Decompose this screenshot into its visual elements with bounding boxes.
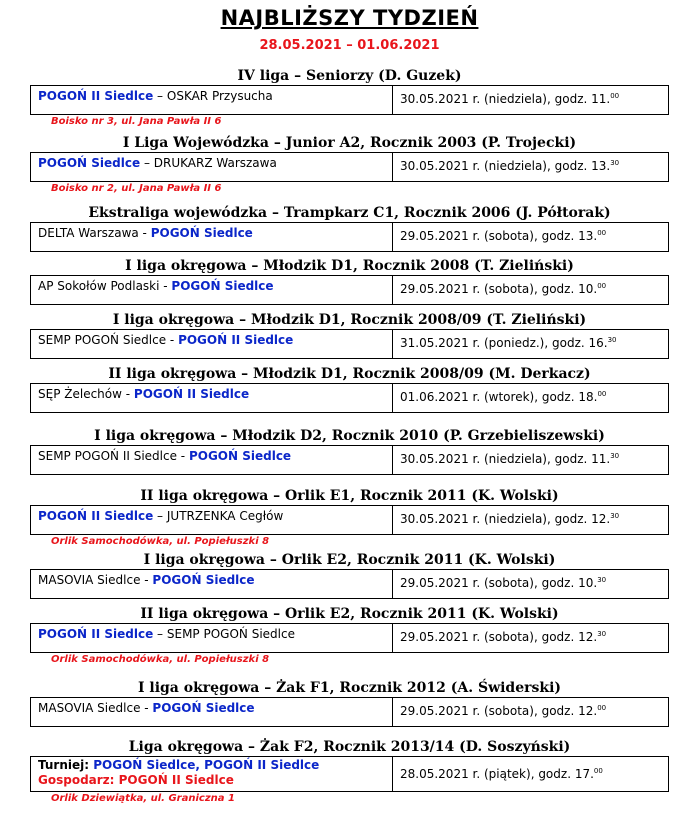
league-header: Liga okręgowa – Żak F2, Rocznik 2013/14 (D. Soszyński) xyxy=(128,739,571,755)
match-row xyxy=(30,152,669,182)
league-header: Ekstraliga wojewódzka – Trampkarz C1, Rocznik 2006 (J. Półtorak) xyxy=(88,205,611,221)
match-date: 30.05.2021 r. (niedziela), godz. 11. xyxy=(400,452,611,466)
team-a: DELTA Warszawa xyxy=(38,226,139,240)
datetime-cell xyxy=(393,698,668,726)
league-header: I liga okręgowa – Młodzik D1, Rocznik 2008/09 (T. Zieliński) xyxy=(112,312,587,328)
teams-cell xyxy=(31,446,393,474)
turniej-teams: POGOŃ Siedlce, POGOŃ II Siedlce xyxy=(93,758,320,772)
host-team: POGOŃ II Siedlce xyxy=(118,773,234,787)
team-a: MASOVIA Siedlce xyxy=(38,573,141,587)
match-row xyxy=(30,756,669,792)
match-row xyxy=(30,329,669,359)
teams-cell xyxy=(31,330,393,358)
match-date: 28.05.2021 r. (piątek), godz. 17. xyxy=(400,767,594,781)
match-date: 29.05.2021 r. (sobota), godz. 10. xyxy=(400,576,598,590)
venue-note: Boisko nr 3, ul. Jana Pawła II 6 xyxy=(51,116,222,127)
match-date: 30.05.2021 r. (niedziela), godz. 13. xyxy=(400,159,611,173)
match-block xyxy=(30,204,669,252)
match-block xyxy=(30,487,669,548)
datetime-cell xyxy=(393,153,668,181)
team-separator: – xyxy=(153,509,167,523)
host-label: Gospodarz: xyxy=(38,773,119,787)
match-minutes: 30 xyxy=(607,336,617,344)
team-a: SEMP POGOŃ Siedlce xyxy=(38,333,167,347)
match-minutes: 30 xyxy=(610,452,620,460)
match-date: 29.05.2021 r. (sobota), godz. 10. xyxy=(400,282,598,296)
team-separator: - xyxy=(138,226,151,240)
team-a: MASOVIA Siedlce xyxy=(38,701,141,715)
team-b: SEMP POGOŃ Siedlce xyxy=(166,627,295,641)
datetime-cell xyxy=(393,223,668,251)
league-header: II liga okręgowa – Orlik E2, Rocznik 2011 (K. Wolski) xyxy=(140,606,559,622)
teams-cell xyxy=(31,153,393,181)
datetime-cell xyxy=(393,384,668,412)
league-header: II liga okręgowa – Młodzik D1, Rocznik 2008/09 (M. Derkacz) xyxy=(108,366,591,382)
league-header: I liga okręgowa – Młodzik D2, Rocznik 2010 (P. Grzebieliszewski) xyxy=(94,428,605,444)
venue-note: Orlik Samochodówka, ul. Popiełuszki 8 xyxy=(51,654,270,665)
team-b: POGOŃ Siedlce xyxy=(188,449,292,463)
team-a: POGOŃ II Siedlce xyxy=(38,509,154,523)
match-row xyxy=(30,445,669,475)
match-date: 30.05.2021 r. (niedziela), godz. 11. xyxy=(400,92,611,106)
match-row xyxy=(30,623,669,653)
team-separator: - xyxy=(121,387,134,401)
match-minutes: 30 xyxy=(597,630,607,638)
league-header: I Liga Wojewódzka – Junior A2, Rocznik 2003 (P. Trojecki) xyxy=(122,135,577,151)
match-row xyxy=(30,383,669,413)
match-minutes: 00 xyxy=(597,390,607,398)
match-date: 30.05.2021 r. (niedziela), godz. 12. xyxy=(400,512,611,526)
date-range: 28.05.2021 – 01.06.2021 xyxy=(259,38,440,53)
teams-cell xyxy=(31,506,393,534)
team-separator: - xyxy=(140,573,153,587)
team-separator: – xyxy=(153,627,167,641)
match-block xyxy=(30,67,669,128)
team-separator: – xyxy=(153,89,167,103)
team-separator: - xyxy=(140,701,153,715)
match-block xyxy=(30,257,669,305)
match-row xyxy=(30,222,669,252)
team-a: AP Sokołów Podlaski xyxy=(38,279,160,293)
team-a: POGOŃ II Siedlce xyxy=(38,89,154,103)
team-b: POGOŃ Siedlce xyxy=(150,226,253,240)
match-row xyxy=(30,85,669,115)
team-a: POGOŃ Siedlce xyxy=(38,156,141,170)
team-b: OSKAR Przysucha xyxy=(166,89,273,103)
turniej-label: Turniej: xyxy=(38,758,94,772)
match-date: 29.05.2021 r. (sobota), godz. 13. xyxy=(400,229,598,243)
team-a: POGOŃ II Siedlce xyxy=(38,627,154,641)
datetime-cell xyxy=(393,757,668,791)
teams-cell xyxy=(31,223,393,251)
venue-note: Orlik Dziewiątka, ul. Graniczna 1 xyxy=(51,793,235,804)
datetime-cell xyxy=(393,276,668,304)
team-b: JUTRZENKA Cegłów xyxy=(166,509,284,523)
match-minutes: 30 xyxy=(610,512,620,520)
match-row xyxy=(30,697,669,727)
team-a: SEMP POGOŃ II Siedlce xyxy=(38,449,177,463)
match-minutes: 30 xyxy=(610,159,620,167)
teams-cell xyxy=(31,757,393,791)
match-date: 29.05.2021 r. (sobota), godz. 12. xyxy=(400,630,598,644)
teams-cell xyxy=(31,624,393,652)
venue-note: Boisko nr 2, ul. Jana Pawła II 6 xyxy=(51,183,222,194)
match-minutes: 30 xyxy=(597,576,607,584)
datetime-cell xyxy=(393,330,668,358)
teams-cell xyxy=(31,276,393,304)
match-row xyxy=(30,569,669,599)
team-separator: - xyxy=(166,333,179,347)
datetime-cell xyxy=(393,86,668,114)
teams-cell xyxy=(31,570,393,598)
match-date: 31.05.2021 r. (poniedz.), godz. 16. xyxy=(400,336,608,350)
team-b: POGOŃ Siedlce xyxy=(171,279,274,293)
match-block xyxy=(30,605,669,666)
match-minutes: 00 xyxy=(610,92,620,100)
match-row xyxy=(30,505,669,535)
league-header: I liga okręgowa – Orlik E2, Rocznik 2011 (K. Wolski) xyxy=(143,552,556,568)
match-date: 29.05.2021 r. (sobota), godz. 12. xyxy=(400,704,598,718)
team-separator: - xyxy=(159,279,172,293)
team-b: DRUKARZ Warszawa xyxy=(153,156,277,170)
teams-cell xyxy=(31,698,393,726)
match-block xyxy=(30,551,669,599)
team-b: POGOŃ II Siedlce xyxy=(178,333,294,347)
team-separator: – xyxy=(140,156,154,170)
league-header: I liga okręgowa – Żak F1, Rocznik 2012 (A. Świderski) xyxy=(137,680,562,696)
datetime-cell xyxy=(393,570,668,598)
match-row xyxy=(30,275,669,305)
match-block xyxy=(30,134,669,195)
league-header: II liga okręgowa – Orlik E1, Rocznik 2011 (K. Wolski) xyxy=(140,488,559,504)
team-b: POGOŃ Siedlce xyxy=(152,701,255,715)
teams-cell xyxy=(31,86,393,114)
match-minutes: 00 xyxy=(593,767,603,775)
match-block xyxy=(30,427,669,475)
team-a: SĘP Żelechów xyxy=(38,387,122,401)
datetime-cell xyxy=(393,506,668,534)
team-b: POGOŃ Siedlce xyxy=(152,573,255,587)
match-minutes: 00 xyxy=(597,282,607,290)
page-title: NAJBLIŻSZY TYDZIEŃ xyxy=(220,6,479,30)
match-block xyxy=(30,679,669,727)
match-minutes: 00 xyxy=(597,229,607,237)
venue-note: Orlik Samochodówka, ul. Popiełuszki 8 xyxy=(51,536,270,547)
team-b: POGOŃ II Siedlce xyxy=(133,387,250,401)
league-header: IV liga – Seniorzy (D. Guzek) xyxy=(237,68,462,84)
teams-cell xyxy=(31,384,393,412)
datetime-cell xyxy=(393,446,668,474)
match-date: 01.06.2021 r. (wtorek), godz. 18. xyxy=(400,390,598,404)
match-block xyxy=(30,365,669,413)
team-separator: - xyxy=(176,449,189,463)
match-block xyxy=(30,738,669,805)
datetime-cell xyxy=(393,624,668,652)
league-header: I liga okręgowa – Młodzik D1, Rocznik 2008 (T. Zieliński) xyxy=(125,258,574,274)
match-block xyxy=(30,311,669,359)
match-minutes: 00 xyxy=(597,704,607,712)
